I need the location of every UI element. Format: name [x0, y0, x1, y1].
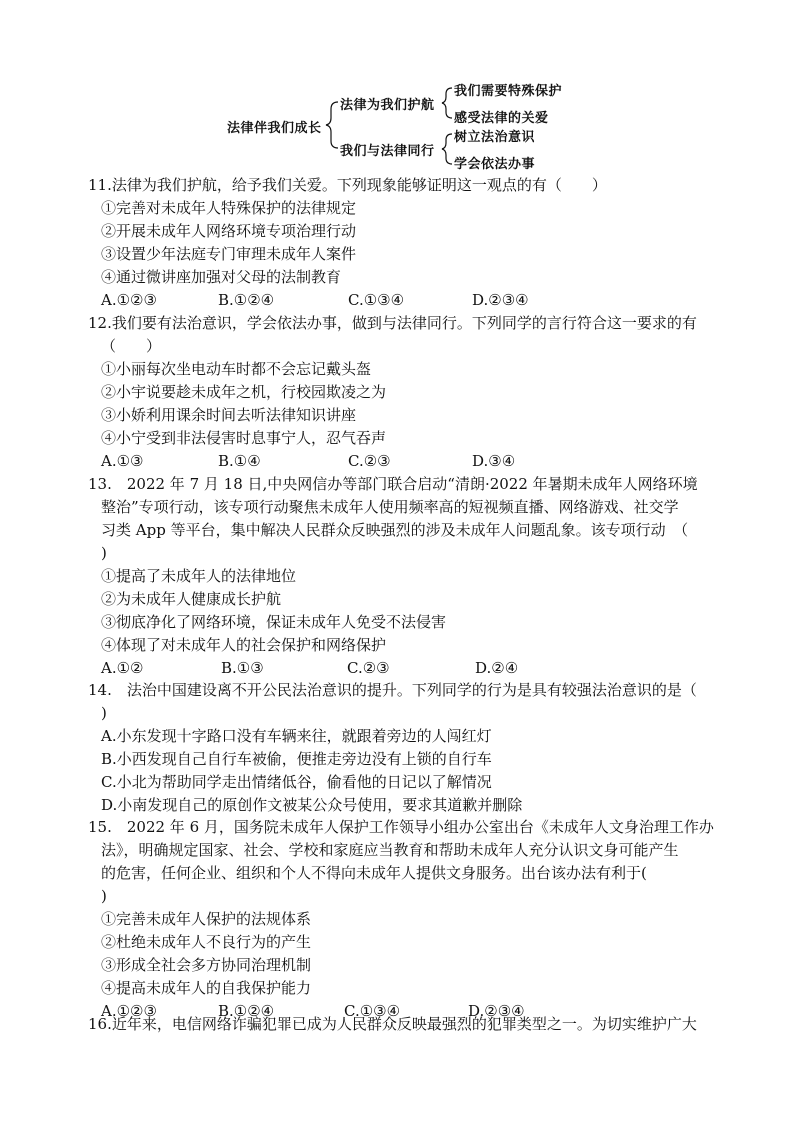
branch1-brace [442, 88, 452, 118]
branch2-brace [442, 134, 452, 164]
question-15-option: ①完善未成年人保护的法规体系 [101, 910, 312, 928]
question-12-choices [88, 450, 716, 473]
question-13-option: ④体现了对未成年人的社会保护和网络保护 [101, 636, 387, 654]
choice-b: B.①③ [221, 659, 264, 677]
question-15-option: ②杜绝未成年人不良行为的产生 [101, 933, 312, 951]
choice-b: B.①②④ [218, 1002, 275, 1020]
choice-c: C.①③④ [348, 291, 405, 309]
diagram-root: 法律伴我们成长 [227, 121, 322, 136]
choice-d: D.③④ [472, 452, 516, 470]
question-15-stem-cont: 的危害，任何企业、组织和个人不得向未成年人提供文身服务。出台该办法有利于( [101, 864, 647, 882]
question-13-stem-cont: 习类 App 等平台，集中解决人民群众反映强烈的涉及未成年人问题乱象。该专项行动 （ [101, 521, 689, 539]
question-15-option: ④提高未成年人的自我保护能力 [101, 979, 312, 997]
choice-b: B.①④ [218, 452, 261, 470]
question-11-option: ①完善对未成年人特殊保护的法律规定 [101, 199, 357, 217]
question-15-stem-cont: ) [101, 887, 107, 905]
question-11-option: ④通过微讲座加强对父母的法制教育 [101, 268, 342, 286]
question-12-option: ④小宁受到非法侵害时息事宁人，忍气吞声 [101, 429, 387, 447]
question-14-option-a: A.小东发现十字路口没有车辆来往，就跟着旁边的人闯红灯 [101, 727, 492, 745]
question-15-stem-cont: 法》，明确规定国家、社会、学校和家庭应当教育和帮助未成年人充分认识文身可能产生 [101, 841, 679, 859]
diagram-leaf-1: 我们需要特殊保护 [454, 84, 563, 99]
question-15 [88, 816, 716, 1023]
question-13 [88, 473, 716, 680]
diagram-branch-2: 我们与法律同行 [340, 144, 435, 159]
diagram-leaf-2: 感受法律的关爱 [454, 111, 549, 126]
diagram-branch-1: 法律为我们护航 [340, 98, 435, 113]
question-11-option: ③设置少年法庭专门审理未成年人案件 [101, 245, 357, 263]
question-14-stem: 14. 法治中国建设离不开公民法治意识的提升。下列同学的行为是具有较强法治意识的是（ [88, 681, 697, 699]
question-11 [88, 174, 716, 312]
question-14-option-c: C.小北为帮助同学走出情绪低谷，偷看他的日记以了解情况 [101, 773, 492, 791]
question-12-stem-cont: （ ） [101, 337, 162, 355]
question-13-option: ②为未成年人健康成长护航 [101, 590, 282, 608]
choice-c: C.②③ [348, 452, 391, 470]
choice-b: B.①②④ [218, 291, 275, 309]
choice-a: A.①② [101, 659, 144, 677]
choice-d: D.②④ [475, 659, 519, 677]
choice-d: D.②③④ [472, 291, 529, 309]
root-brace [326, 102, 338, 148]
question-14 [88, 679, 716, 817]
question-15-stem: 15. 2022 年 6 月，国务院未成年人保护工作领导小组办公室出台《未成年人文身治理工作办 [88, 818, 714, 836]
question-13-stem: 13. 2022 年 7 月 18 日,中央网信办等部门联合启动“清朗·2022 年暑期未成年人网络环境 [88, 475, 698, 493]
mind-map-braces [0, 72, 794, 182]
choice-c: C.①③④ [344, 1002, 401, 1020]
question-13-choices [88, 657, 716, 680]
question-14-option-b: B.小西发现自己自行车被偷，便推走旁边没有上锁的自行车 [101, 750, 492, 768]
diagram-leaf-3: 树立法治意识 [454, 130, 536, 145]
choice-c: C.②③ [347, 659, 390, 677]
question-16 [88, 1013, 716, 1036]
choice-a: A.①②③ [101, 1002, 157, 1020]
question-12 [88, 312, 716, 473]
question-13-stem-cont: ) [101, 544, 107, 562]
choice-d: D.②③④ [468, 1002, 525, 1020]
choice-a: A.①②③ [101, 291, 157, 309]
question-11-choices [88, 289, 716, 312]
question-13-option: ③彻底净化了网络环境，保证未成年人免受不法侵害 [101, 613, 447, 631]
question-12-option: ③小娇利用课余时间去听法律知识讲座 [101, 406, 357, 424]
question-11-option: ②开展未成年人网络环境专项治理行动 [101, 222, 357, 240]
question-11-stem: 11.法律为我们护航，给予我们关爱。下列现象能够证明这一观点的有（ ） [88, 176, 607, 194]
question-16-stem: 16.近年来，电信网络诈骗犯罪已成为人民群众反映最强烈的犯罪类型之一。为切实维护广大 [88, 1015, 697, 1033]
question-13-stem-cont: 整治”专项行动，该专项行动聚焦未成年人使用频率高的短视频直播、网络游戏、社交学 [101, 498, 679, 516]
question-12-option: ①小丽每次坐电动车时都不会忘记戴头盔 [101, 360, 372, 378]
mind-map-diagram [0, 72, 794, 182]
question-12-stem: 12.我们要有法治意识，学会依法办事，做到与法律同行。下列同学的言行符合这一要求的有 [88, 314, 697, 332]
question-12-option: ②小宇说要趁未成年之机，行校园欺凌之为 [101, 383, 387, 401]
question-14-stem-cont: ) [101, 704, 107, 722]
question-14-option-d: D.小南发现自己的原创作文被某公众号使用，要求其道歉并删除 [101, 796, 523, 814]
question-15-option: ③形成全社会多方协同治理机制 [101, 956, 312, 974]
diagram-leaf-4: 学会依法办事 [454, 157, 536, 172]
choice-a: A.①③ [101, 452, 144, 470]
question-13-option: ①提高了未成年人的法律地位 [101, 567, 297, 585]
